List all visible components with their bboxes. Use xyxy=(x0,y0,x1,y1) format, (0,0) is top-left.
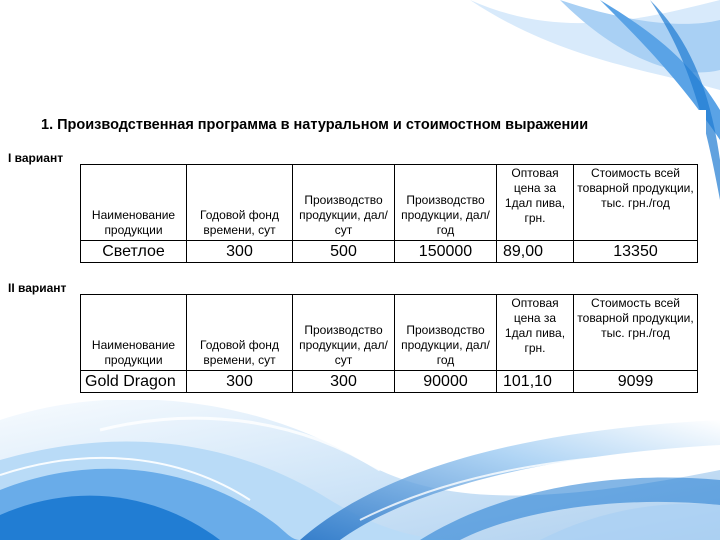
column-header: Производство продукции, дал/год xyxy=(395,165,497,241)
column-header: Наименование продукции xyxy=(81,165,187,241)
table-cell: 13350 xyxy=(574,241,698,263)
column-header: Оптовая цена за 1дал пива, грн. xyxy=(497,165,574,241)
table-row xyxy=(81,371,698,393)
table-header-row xyxy=(81,295,698,371)
column-header: Производство продукции, дал/год xyxy=(395,295,497,371)
column-header: Производство продукции, дал/сут xyxy=(293,295,395,371)
table-cell: 150000 xyxy=(395,241,497,263)
table-cell: 300 xyxy=(187,241,293,263)
page-title: 1. Производственная программа в натуральном и стоимостном выражении xyxy=(41,117,589,133)
table-row xyxy=(81,241,698,263)
column-header: Производство продукции, дал/сут xyxy=(293,165,395,241)
table-cell: 101,10 xyxy=(497,371,574,393)
variant-1-table xyxy=(80,164,698,263)
variant-2-label: II вариант xyxy=(8,281,67,295)
column-header: Стоимость всей товарной продукции, тыс. грн./год xyxy=(574,165,698,241)
variant-1-label: I вариант xyxy=(8,151,64,165)
column-header: Годовой фонд времени, сут xyxy=(187,295,293,371)
table-cell: 89,00 xyxy=(497,241,574,263)
column-header: Годовой фонд времени, сут xyxy=(187,165,293,241)
table-header-row xyxy=(81,165,698,241)
production-program-sheet xyxy=(0,110,706,400)
table-cell: 9099 xyxy=(574,371,698,393)
table-cell: 90000 xyxy=(395,371,497,393)
column-header: Наименование продукции xyxy=(81,295,187,371)
variant-2-table xyxy=(80,294,698,393)
column-header: Стоимость всей товарной продукции, тыс. грн./год xyxy=(574,295,698,371)
table-cell: 300 xyxy=(293,371,395,393)
column-header: Оптовая цена за 1дал пива, грн. xyxy=(497,295,574,371)
table-cell: 500 xyxy=(293,241,395,263)
table-cell: 300 xyxy=(187,371,293,393)
product-name-cell: Светлое xyxy=(81,241,187,263)
product-name-cell: Gold Dragon xyxy=(81,371,187,393)
